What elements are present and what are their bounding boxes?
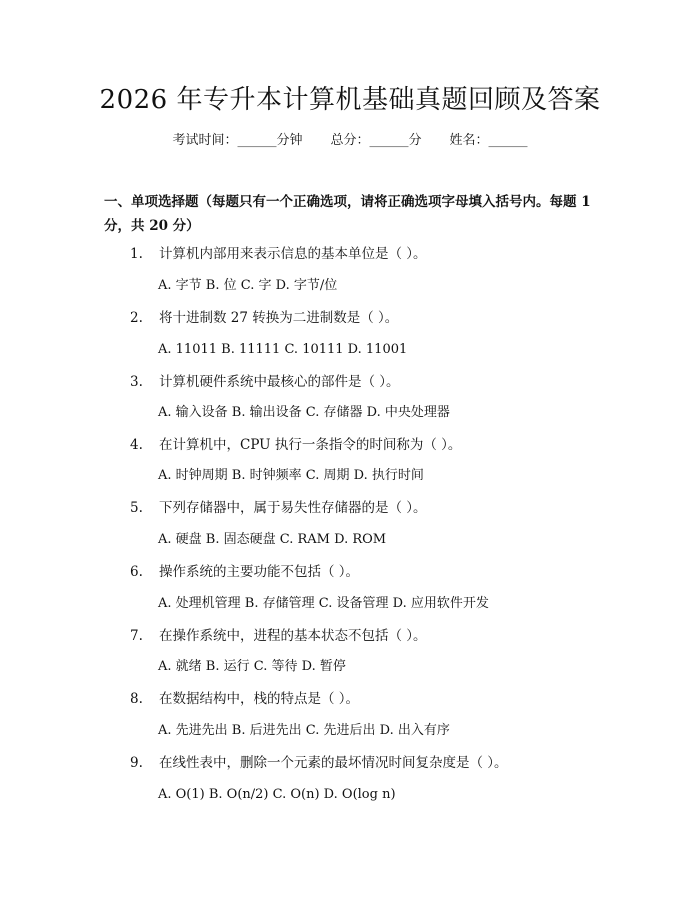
page-title: 2026 年专升本计算机基础真题回顾及答案	[99, 85, 601, 115]
question-4	[130, 435, 461, 455]
question-text: 计算机内部用来表示信息的基本单位是（ ）。	[159, 246, 427, 262]
question-number: 3.	[130, 374, 143, 390]
question-text: 在操作系统中，进程的基本状态不包括（ ）。	[159, 628, 427, 644]
question-text: 计算机硬件系统中最核心的部件是（ ）。	[159, 374, 400, 390]
question-3-options: A. 输入设备 B. 输出设备 C. 存储器 D. 中央处理器	[158, 405, 450, 420]
question-text: 在计算机中，CPU 执行一条指令的时间称为（ ）。	[159, 437, 462, 453]
question-text: 将十进制数 27 转换为二进制数是（ ）。	[159, 310, 399, 326]
question-5	[130, 498, 427, 518]
question-number: 5.	[130, 500, 143, 516]
exam-meta	[0, 131, 700, 151]
question-8-options: A. 先进先出 B. 后进先出 C. 先进后出 D. 出入有序	[158, 723, 450, 738]
question-number: 8.	[130, 691, 143, 707]
question-6-options: A. 处理机管理 B. 存储管理 C. 设备管理 D. 应用软件开发	[158, 596, 489, 611]
question-number: 4.	[130, 437, 143, 453]
question-3	[130, 372, 400, 392]
question-4-options: A. 时钟周期 B. 时钟频率 C. 周期 D. 执行时间	[158, 468, 424, 483]
exam-time-field: 考试时间：______分钟	[172, 133, 303, 148]
question-7-options: A. 就绪 B. 运行 C. 等待 D. 暂停	[158, 659, 346, 674]
question-2	[130, 308, 398, 328]
total-score-field: 总分：______分	[330, 133, 422, 148]
question-number: 9.	[130, 755, 143, 771]
question-number: 1.	[130, 246, 143, 262]
section-heading: 一、单项选择题（每题只有一个正确选项，请将正确选项字母填入括号内。每题 1 分，共 20 分）	[104, 194, 591, 234]
question-9	[130, 753, 508, 773]
question-number: 7.	[130, 628, 143, 644]
question-9-options: A. O(1) B. O(n/2) C. O(n) D. O(log n)	[158, 787, 396, 802]
question-8	[130, 689, 359, 709]
question-text: 在数据结构中，栈的特点是（ ）。	[159, 691, 360, 707]
question-6	[130, 562, 359, 582]
question-1	[130, 244, 427, 264]
question-text: 下列存储器中，属于易失性存储器的是（ ）。	[159, 500, 427, 516]
question-5-options: A. 硬盘 B. 固态硬盘 C. RAM D. ROM	[158, 532, 387, 547]
question-number: 6.	[130, 564, 143, 580]
question-text: 操作系统的主要功能不包括（ ）。	[159, 564, 360, 580]
question-text: 在线性表中，删除一个元素的最坏情况时间复杂度是（ ）。	[159, 755, 508, 771]
question-7	[130, 626, 427, 646]
student-name-field: 姓名：______	[449, 133, 528, 148]
question-number: 2.	[130, 310, 143, 326]
question-1-options: A. 字节 B. 位 C. 字 D. 字节/位	[158, 278, 338, 293]
question-2-options: A. 11011 B. 11111 C. 10111 D. 11001	[158, 342, 408, 357]
